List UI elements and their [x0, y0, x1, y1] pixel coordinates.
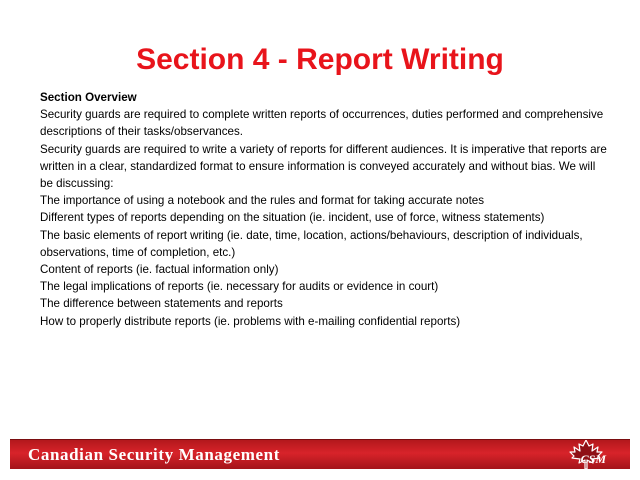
body-line: The difference between statements and reports	[40, 297, 283, 311]
csm-logo	[552, 440, 620, 470]
body-line: Different types of reports depending on the situation (ie. incident, use of force, witness statements)	[40, 211, 545, 225]
body-line: How to properly distribute reports (ie. problems with e-mailing confidential reports)	[40, 314, 461, 328]
body-line: Content of reports (ie. factual information only)	[40, 263, 279, 277]
footer-brand-text: Canadian Security Management	[28, 445, 280, 464]
slide-title: Section 4 - Report Writing	[136, 43, 504, 76]
body-line: The importance of using a notebook and the rules and format for taking accurate notes	[40, 194, 485, 208]
footer-banner	[10, 439, 630, 469]
body-line: Security guards are required to complete written reports of occurrences, duties performed and comprehensive descriptions of their tasks/observances.	[40, 108, 604, 139]
body-line: Security guards are required to write a variety of reports for different audiences. It is imperative that reports are written in a clear, standardized format to ensure information is conveyed accurately and without bias. We will be discussing:	[40, 142, 607, 191]
body-line: The legal implications of reports (ie. necessary for audits or evidence in court)	[40, 280, 439, 294]
slide-body	[40, 89, 610, 330]
section-heading: Section Overview	[40, 91, 137, 104]
body-line: The basic elements of report writing (ie. date, time, location, actions/behaviours, description of individuals, observations, time of completion, etc.)	[40, 228, 583, 259]
logo-text: CSM	[580, 452, 606, 466]
